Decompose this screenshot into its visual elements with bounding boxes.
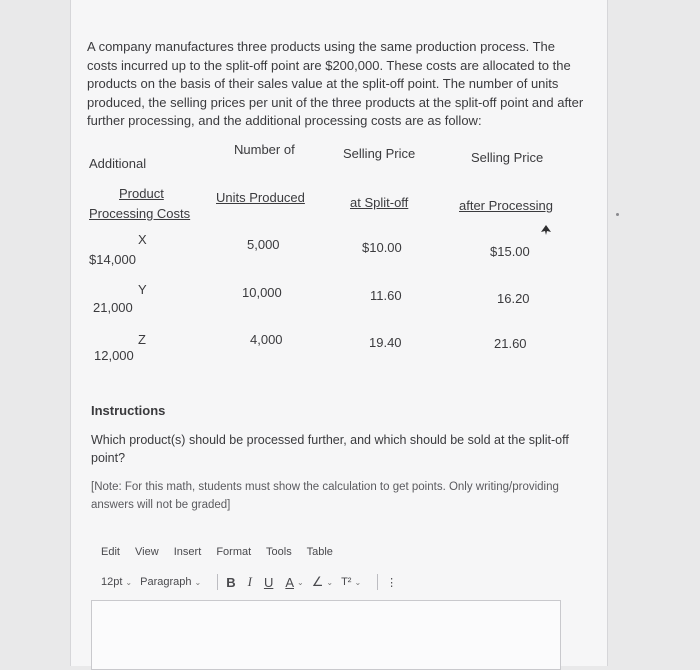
underline-button[interactable]: U <box>263 574 274 590</box>
row-y-units: 10,000 <box>242 285 282 300</box>
row-y-cost: 21,000 <box>93 300 133 315</box>
instructions-text: Which product(s) should be processed further, and which should be sold at the split-off point? <box>91 433 569 465</box>
instructions-note: [Note: For this math, students must show the calculation to get points. Only writing/providing answers will not be graded] <box>91 481 559 511</box>
header-after-processing: after Processing <box>459 198 553 213</box>
more-icon: ⋮ <box>386 576 398 589</box>
row-z-split: 19.40 <box>369 335 402 350</box>
row-y-split: 11.60 <box>370 288 402 303</box>
chevron-down-icon: ⌄ <box>125 577 133 587</box>
menu-tools[interactable]: Tools <box>266 546 292 558</box>
header-product: Product <box>119 186 164 201</box>
bold-button[interactable]: B <box>226 574 236 590</box>
row-x-after: $15.00 <box>490 244 530 259</box>
answer-editor[interactable] <box>91 600 561 670</box>
header-additional: Additional <box>89 156 147 171</box>
row-y-after: 16.20 <box>497 291 530 306</box>
font-color-icon: A <box>285 574 294 590</box>
toolbar-divider <box>217 574 218 590</box>
more-options-button[interactable] <box>386 576 397 589</box>
editor-toolbar <box>101 574 405 590</box>
instructions-title: Instructions <box>91 403 166 418</box>
row-z-cost: 12,000 <box>94 348 134 363</box>
question-intro: A company manufactures three products using the same production process. The costs incurred up to the split-off point are $200,000. These costs are allocated to the products on the basis of their sales value at the split-off point. The number of units produced, the selling prices per unit of the three products at the split-off point and after further processing, and the additional processing costs are as follow: <box>87 39 584 128</box>
superscript-button[interactable] <box>341 576 361 588</box>
highlight-icon: ∠ <box>311 574 324 589</box>
highlight-button[interactable] <box>312 574 333 590</box>
font-size-value: 12pt <box>101 576 123 588</box>
menu-insert[interactable]: Insert <box>173 546 202 558</box>
mouse-pointer-icon <box>540 224 552 239</box>
chevron-down-icon: ⌄ <box>326 577 334 587</box>
header-at-split-off: at Split-off <box>350 195 409 210</box>
chevron-down-icon: ⌄ <box>297 577 304 587</box>
font-color-button[interactable] <box>285 575 303 590</box>
menu-format[interactable]: Format <box>216 546 252 558</box>
header-units-produced: Units Produced <box>216 190 305 205</box>
header-number-of: Number of <box>234 142 295 157</box>
font-size-select[interactable] <box>101 576 132 588</box>
italic-button[interactable]: I <box>247 574 252 589</box>
superscript-icon: T² <box>341 576 352 588</box>
block-format-value: Paragraph <box>140 576 192 588</box>
header-processing-costs: Processing Costs <box>89 206 191 221</box>
stray-mark <box>616 213 619 216</box>
block-format-select[interactable] <box>140 576 201 588</box>
row-x-split: $10.00 <box>362 240 402 255</box>
row-z-after: 21.60 <box>494 336 527 351</box>
menu-view[interactable]: View <box>135 546 159 558</box>
menu-table[interactable]: Table <box>306 546 333 558</box>
editor-menubar <box>101 546 345 558</box>
row-y-product: Y <box>138 282 147 297</box>
row-z-units: 4,000 <box>250 332 283 347</box>
row-z-product: Z <box>138 332 146 347</box>
row-x-units: 5,000 <box>247 237 280 252</box>
row-x-product: X <box>138 232 147 247</box>
header-selling-price-split: Selling Price <box>343 146 416 161</box>
row-x-cost: $14,000 <box>89 252 136 267</box>
toolbar-divider <box>377 574 378 590</box>
header-selling-price-after: Selling Price <box>471 150 544 165</box>
chevron-down-icon: ⌄ <box>194 577 202 587</box>
menu-edit[interactable]: Edit <box>101 546 120 558</box>
chevron-down-icon: ⌄ <box>354 577 362 587</box>
question-sheet <box>70 0 608 666</box>
